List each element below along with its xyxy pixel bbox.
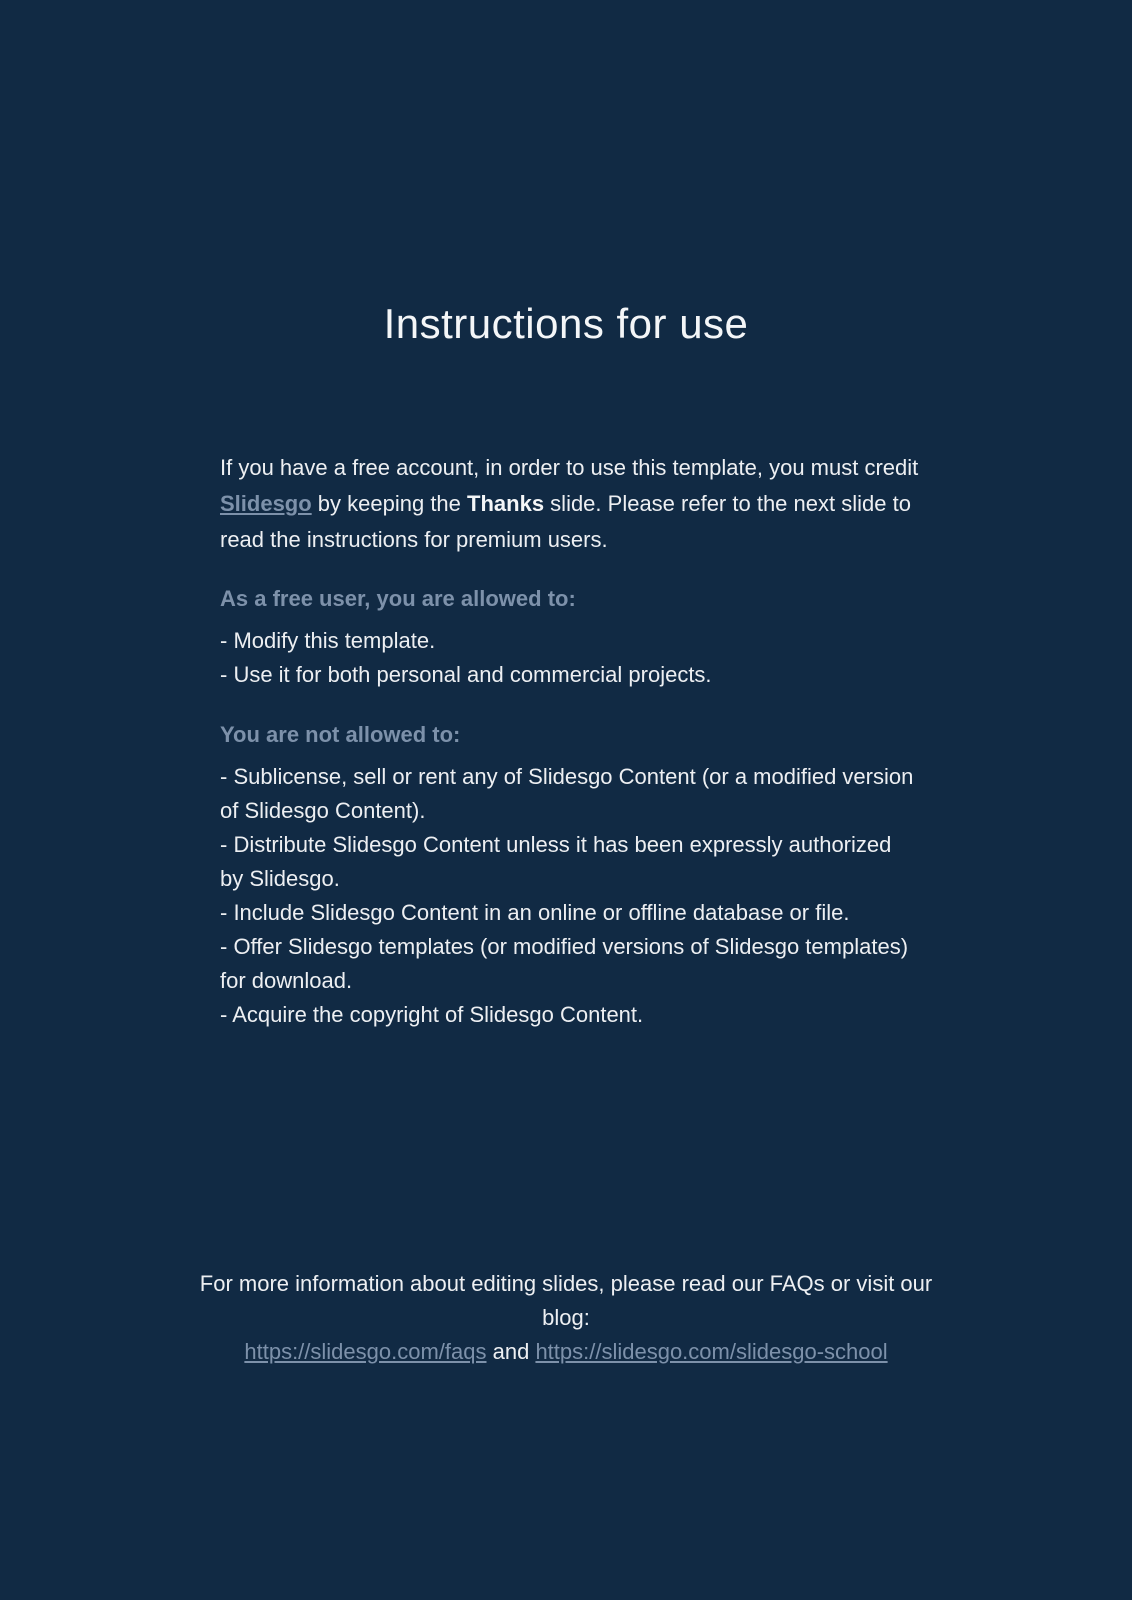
footer-info-text: For more information about editing slides, please read our FAQs or visit our <box>199 1271 933 1296</box>
not-allowed-heading: You are not allowed to: <box>220 722 461 747</box>
not-allowed-item: - Offer Slidesgo templates (or modified versions of Slidesgo templates) for download. <box>220 934 909 993</box>
not-allowed-list <box>220 760 920 1032</box>
footer-links-separator: and <box>486 1339 536 1364</box>
allowed-heading: As a free user, you are allowed to: <box>220 586 576 611</box>
thanks-bold-word: Thanks <box>467 491 545 516</box>
slide-body <box>220 450 920 1060</box>
not-allowed-section <box>220 720 920 1032</box>
slide-title: Instructions for use <box>383 300 749 347</box>
allowed-list <box>220 624 920 692</box>
not-allowed-item: - Include Slidesgo Content in an online or offline database or file. <box>220 900 850 925</box>
footer-info-line <box>116 1267 1016 1301</box>
intro-text-before-link: If you have a free account, in order to use this template, you must credit <box>220 455 919 480</box>
footer-blog-line: blog: <box>542 1305 590 1330</box>
intro-text-after-link: by keeping the <box>311 491 468 516</box>
slide-footer <box>116 1267 1016 1369</box>
footer-links-line <box>116 1335 1016 1369</box>
slidesgo-link[interactable]: Slidesgo <box>220 491 312 516</box>
not-allowed-item: - Distribute Slidesgo Content unless it has been expressly authorized by Slidesgo. <box>220 832 892 891</box>
allowed-item: - Modify this template. <box>220 628 436 653</box>
slidesgo-school-link[interactable]: https://slidesgo.com/slidesgo-school <box>535 1339 888 1364</box>
intro-text-after-bold: slide. Please refer to the next slide to read the instructions for premium users. <box>220 491 911 552</box>
intro-paragraph <box>220 450 920 558</box>
not-allowed-item: - Acquire the copyright of Slidesgo Content. <box>220 1002 644 1027</box>
not-allowed-item: - Sublicense, sell or rent any of Slidesgo Content (or a modified version of Slidesgo Content). <box>220 764 914 823</box>
allowed-item: - Use it for both personal and commercial projects. <box>220 662 712 687</box>
faqs-link[interactable]: https://slidesgo.com/faqs <box>244 1339 487 1364</box>
allowed-section <box>220 584 920 692</box>
